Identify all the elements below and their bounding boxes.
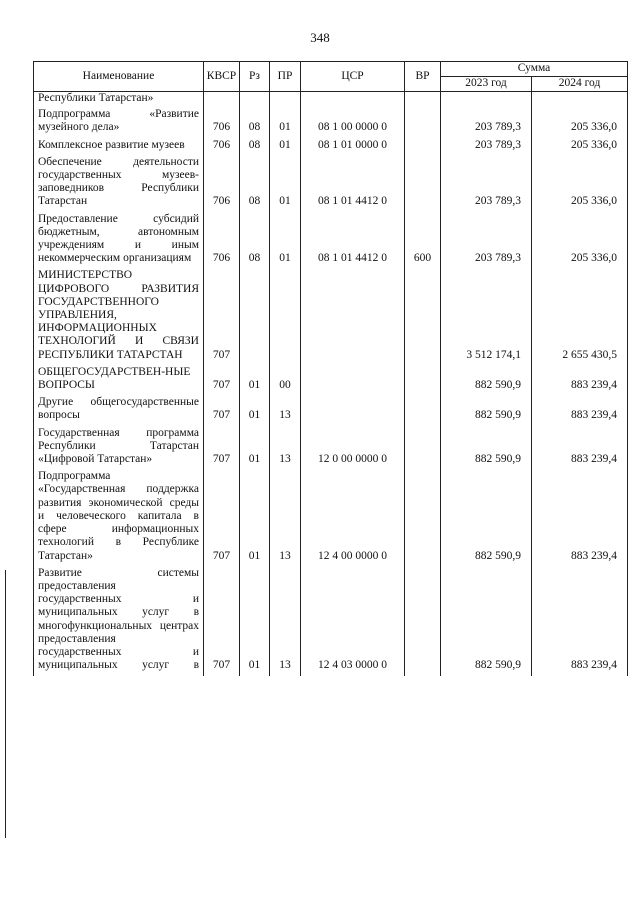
row-rz: 08 <box>240 156 270 213</box>
table-row <box>34 156 628 213</box>
row-sum-2024: 205 336,0 <box>532 108 628 138</box>
row-name: Подпрограмма «Развитие музейного дела» <box>34 108 204 138</box>
row-vr <box>405 92 441 109</box>
row-pr: 13 <box>270 427 301 471</box>
row-sum-2023: 882 590,9 <box>441 567 532 677</box>
row-sum-2024: 883 239,4 <box>532 427 628 471</box>
row-sum-2024: 883 239,4 <box>532 366 628 396</box>
header-vr: ВР <box>405 62 441 92</box>
table-row <box>34 366 628 396</box>
row-kvsr: 706 <box>204 213 240 270</box>
row-vr <box>405 470 441 566</box>
row-rz <box>240 269 270 365</box>
row-sum-2024: 205 336,0 <box>532 156 628 213</box>
row-pr <box>270 92 301 109</box>
row-csr: 08 1 01 4412 0 <box>301 156 405 213</box>
row-kvsr: 707 <box>204 366 240 396</box>
table-row <box>34 213 628 270</box>
row-pr: 13 <box>270 470 301 566</box>
table-row <box>34 427 628 471</box>
header-sum: Сумма <box>441 62 628 77</box>
header-name: Наименование <box>34 62 204 92</box>
table-row <box>34 470 628 566</box>
row-sum-2024: 2 655 430,5 <box>532 269 628 365</box>
row-vr <box>405 108 441 138</box>
row-pr: 00 <box>270 366 301 396</box>
row-csr: 12 4 00 0000 0 <box>301 470 405 566</box>
row-kvsr: 707 <box>204 427 240 471</box>
row-rz: 01 <box>240 366 270 396</box>
row-csr: 12 4 03 0000 0 <box>301 567 405 677</box>
row-sum-2024: 883 239,4 <box>532 470 628 566</box>
row-csr <box>301 396 405 426</box>
row-vr <box>405 567 441 677</box>
row-vr <box>405 396 441 426</box>
row-pr <box>270 269 301 365</box>
row-kvsr: 706 <box>204 139 240 156</box>
row-name: ОБЩЕГОСУДАРСТВЕН-НЫЕ ВОПРОСЫ <box>34 366 204 396</box>
budget-table <box>33 61 628 676</box>
row-vr <box>405 156 441 213</box>
row-rz: 01 <box>240 470 270 566</box>
row-pr: 01 <box>270 108 301 138</box>
row-rz: 01 <box>240 396 270 426</box>
row-kvsr: 707 <box>204 269 240 365</box>
row-sum-2023: 203 789,3 <box>441 213 532 270</box>
row-sum-2023: 882 590,9 <box>441 366 532 396</box>
row-name: Другие общегосударственные вопросы <box>34 396 204 426</box>
row-vr <box>405 139 441 156</box>
row-sum-2024: 205 336,0 <box>532 213 628 270</box>
row-name: МИНИСТЕРСТВО ЦИФРОВОГО РАЗВИТИЯ ГОСУДАРСТВЕННОГО УПРАВЛЕНИЯ, ИНФОРМАЦИОННЫХ ТЕХНОЛОГИЙ И СВЯЗИ РЕСПУБЛИКИ ТАТАРСТАН <box>34 269 204 365</box>
row-sum-2024: 883 239,4 <box>532 567 628 677</box>
row-rz: 01 <box>240 427 270 471</box>
row-vr: 600 <box>405 213 441 270</box>
row-sum-2024: 883 239,4 <box>532 396 628 426</box>
row-kvsr: 707 <box>204 396 240 426</box>
header-kvsr: КВСР <box>204 62 240 92</box>
row-kvsr <box>204 92 240 109</box>
row-sum-2023 <box>441 92 532 109</box>
row-sum-2023: 3 512 174,1 <box>441 269 532 365</box>
row-sum-2024: 205 336,0 <box>532 139 628 156</box>
row-csr: 12 0 00 0000 0 <box>301 427 405 471</box>
row-name: Подпрограмма «Государственная поддержка развития экономической среды и человеческого капитала в сфере информационных технологий в Республике Татарстан» <box>34 470 204 566</box>
table-row <box>34 396 628 426</box>
header-2024: 2024 год <box>532 77 628 92</box>
row-pr: 13 <box>270 396 301 426</box>
table-row <box>34 108 628 138</box>
row-kvsr: 707 <box>204 470 240 566</box>
row-csr: 08 1 01 0000 0 <box>301 139 405 156</box>
row-rz: 08 <box>240 139 270 156</box>
row-rz: 01 <box>240 567 270 677</box>
row-pr: 01 <box>270 139 301 156</box>
row-name: Государственная программа Республики Татарстан «Цифровой Татарстан» <box>34 427 204 471</box>
table-row <box>34 269 628 365</box>
row-vr <box>405 427 441 471</box>
row-kvsr: 706 <box>204 108 240 138</box>
row-name: Развитие системы предоставления государственных и муниципальных услуг в многофункциональных центрах предоставления государственных и муниципальных услуг в <box>34 567 204 677</box>
row-sum-2023: 882 590,9 <box>441 396 532 426</box>
page-number: 348 <box>310 30 330 45</box>
row-csr <box>301 366 405 396</box>
row-kvsr: 706 <box>204 156 240 213</box>
row-rz: 08 <box>240 213 270 270</box>
row-csr <box>301 92 405 109</box>
row-csr: 08 1 01 4412 0 <box>301 213 405 270</box>
row-rz <box>240 92 270 109</box>
row-vr <box>405 269 441 365</box>
header-2023: 2023 год <box>441 77 532 92</box>
row-sum-2024 <box>532 92 628 109</box>
row-sum-2023: 203 789,3 <box>441 156 532 213</box>
row-pr: 01 <box>270 213 301 270</box>
row-kvsr: 707 <box>204 567 240 677</box>
binding-edge-line <box>5 570 6 838</box>
row-csr: 08 1 00 0000 0 <box>301 108 405 138</box>
row-sum-2023: 203 789,3 <box>441 108 532 138</box>
table-row <box>34 139 628 156</box>
row-sum-2023: 203 789,3 <box>441 139 532 156</box>
row-sum-2023: 882 590,9 <box>441 427 532 471</box>
header-pr: ПР <box>270 62 301 92</box>
table-row <box>34 92 628 109</box>
row-pr: 13 <box>270 567 301 677</box>
header-csr: ЦСР <box>301 62 405 92</box>
row-name: Предоставление субсидий бюджетным, автономным учреждениям и иным некоммерческим организациям <box>34 213 204 270</box>
row-sum-2023: 882 590,9 <box>441 470 532 566</box>
row-pr: 01 <box>270 156 301 213</box>
row-vr <box>405 366 441 396</box>
row-name: Обеспечение деятельности государственных музеев-заповедников Республики Татарстан <box>34 156 204 213</box>
row-rz: 08 <box>240 108 270 138</box>
row-name: Республики Татарстан» <box>34 92 204 109</box>
row-name: Комплексное развитие музеев <box>34 139 204 156</box>
row-csr <box>301 269 405 365</box>
header-rz: Рз <box>240 62 270 92</box>
table-row <box>34 567 628 677</box>
